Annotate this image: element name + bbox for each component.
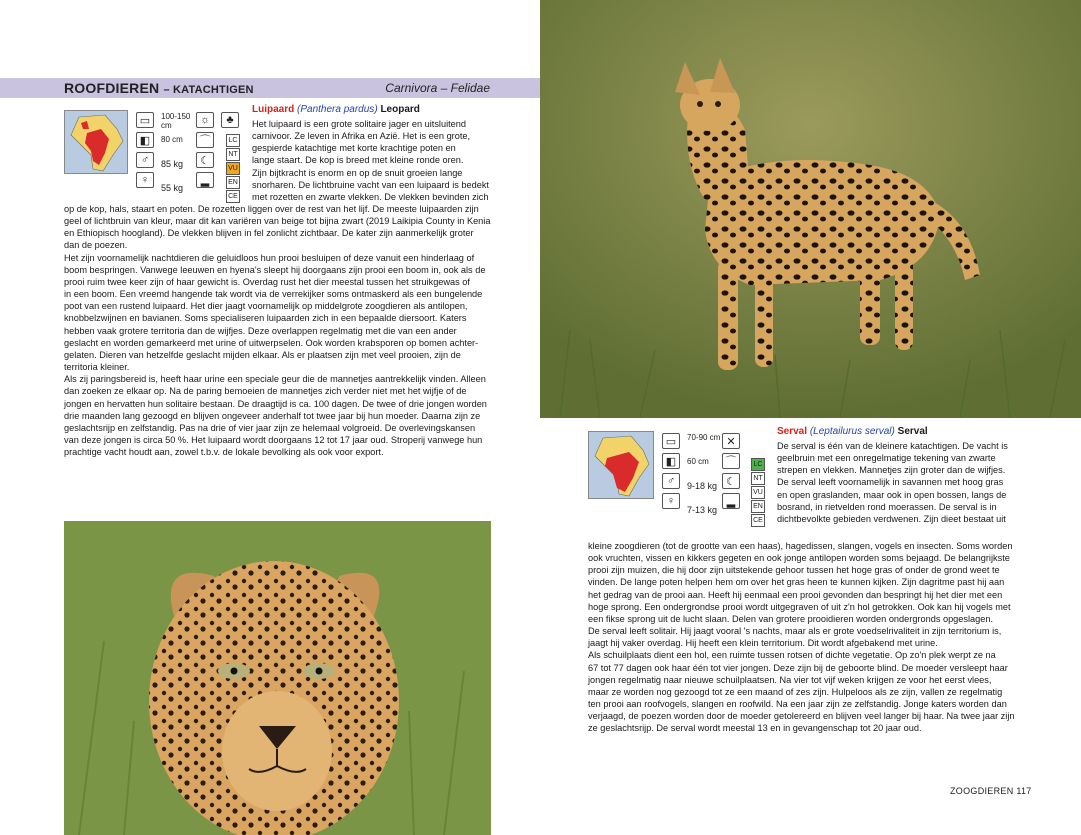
leopard-dutch-name: Luipaard (252, 104, 295, 115)
text-line: Zijn bijtkracht is enorm en op de snuit groeien lange (252, 167, 463, 178)
leopard-title: Luipaard (Panthera pardus) Leopard (252, 104, 420, 115)
page-footer (950, 786, 1032, 796)
text-line: ze geslachtsrijp. De serval wordt meestal 13 en in gevangenschap tot 20 jaar oud. (588, 723, 922, 734)
text-line: ten prooi aan roofvogels, slangen en roofwild. Na een jaar zijn ze zelfstandig. Jonge katers worden dan (588, 699, 1007, 710)
text-line: knobbelzwijnen en bavianen. Soms specialiseren luipaarden zich in een bepaalde diersoort. Katers (64, 313, 467, 324)
leopard-weight-male: 85 kg (161, 159, 184, 169)
text-line: kleine zoogdieren (tot de grootte van een haas), hagedissen, slangen, vogels en insecten. Soms worden (588, 541, 1013, 551)
iucn-vu: VU (751, 486, 765, 499)
tools-icon: ✕ (722, 433, 740, 449)
text-line: prachtige vacht houdt aan, zowel t.b.v. de lokale bevolking als ook voor export. (64, 447, 384, 458)
serval-photo (540, 0, 1081, 418)
text-line: dichtbevolkte gebieden verdwenen. Zijn dieet bestaat uit (777, 513, 1006, 524)
text-line: hoge sprong. Een ondergrondse prooi wordt uitgegraven of uit z'n hol getrokken. Ook kan hij vogels met (588, 601, 1011, 612)
savanna-icon: ⌒ (722, 453, 740, 469)
text-line: prooi zijn muizen, die hij door zijn uitstekende gehoor tussen het hoge gras of onder de grond weet te (588, 565, 1000, 576)
text-line: De serval leeft voornamelijk in savannen met hoog gras (777, 477, 1004, 488)
iucn-ce: CE (751, 514, 765, 527)
leopard-weight-female: 55 kg (161, 183, 184, 193)
leopard-text-full (64, 203, 496, 458)
text-line: gelaten. Dieren van hetzelfde geslacht mijden elkaar. Als er plaatsen zijn met veel prooien, zijn de (64, 349, 461, 360)
page-number: 117 (1016, 786, 1032, 796)
female-icon: ♀ (136, 172, 154, 188)
text-line: het gedrag van de prooi aan. Heeft hij eenmaal een prooi gevonden dan bespringt hij het dier met een (588, 589, 1003, 600)
iucn-nt: NT (751, 472, 765, 485)
text-line: ook vruchten, vissen en kikkers gegeten en ook jonge antilopen worden soms bejaagd. De belangrijkste (588, 553, 1010, 564)
iucn-vu: VU (226, 162, 240, 175)
iucn-lc: LC (226, 134, 240, 147)
text-line: hebben vaak grotere territoria dan de wijfjes. Deze overlappen regelmatig met die van een ander (64, 325, 457, 336)
category-label: ROOFDIEREN (64, 80, 160, 96)
text-line: verjaagd, de poezen worden door de moeder getolereerd en blijven veel langer bij haar. Na twee jaar zijn (588, 711, 1015, 722)
text-line: vinden. De lange poten helpen hem om over het gras heen te kunnen kijken. Zijn dagritme past hij aan (588, 577, 1005, 588)
serval-english-name: Serval (897, 426, 928, 437)
serval-size-icons (662, 433, 680, 509)
leopard-text-beside (252, 118, 492, 203)
subcategory-label: KATACHTIGEN (173, 84, 254, 96)
text-line: op de kop, hals, staart en poten. De rozetten liggen over de rest van het lijf. De meeste luipaarden zijn (64, 204, 479, 214)
female-icon: ♀ (662, 493, 680, 509)
text-line: jaagt hij vaker overdag. Hij heeft een klein territorium. Dit wordt afgebakend met urine. (588, 638, 938, 649)
footer-section: ZOOGDIEREN (950, 786, 1014, 796)
leopard-illustration (64, 521, 491, 835)
leopard-height: 80 cm (161, 135, 183, 144)
serval-range-map (588, 431, 654, 499)
serval-text-full (588, 540, 1024, 735)
text-line: een fikse sprong uit de lucht slaan. Delen van grotere prooidieren worden ondergronds opgeslagen. (588, 613, 994, 624)
text-line: jongen regelmatig naar nieuwe schuilplaatsen. Na vier tot vijf weken krijgen ze voor het eerst vlees, (588, 674, 992, 685)
text-line: geelbruin met een onregelmatige tekening van zwarte (777, 453, 996, 464)
text-line: carnivoor. Ze leven in Afrika en Azië. Het is een grote, (252, 131, 471, 142)
leopard-range-map (64, 110, 128, 174)
serval-latin-name: Leptailurus serval (813, 426, 892, 437)
serval-length: 70-90 cm (687, 433, 721, 442)
text-line: jongen en hervatten hun solitaire bestaan. De draagtijd is ca. 100 dagen. De twee of drie jongen worden (64, 398, 487, 409)
text-line: Het zijn voornamelijk nachtdieren die geluidloos hun prooi besluipen of deze vanuit een hinderlaag of (64, 252, 475, 263)
africa-map-icon (589, 432, 654, 499)
leopard-photo (64, 521, 491, 835)
section-banner (0, 78, 540, 98)
text-line: met rozetten en zwarte vlekken. De vlekken bevinden zich (252, 191, 489, 202)
serval-habitat-icons (722, 433, 740, 509)
text-line: geslacht en worden gemarkeerd met urine of uitwerpselen. Ook worden krabsporen op bomen achter- (64, 337, 479, 348)
text-line: lange staart. De kop is breed met kleine ronde oren. (252, 155, 464, 166)
text-line: dan zoeken ze elkaar op. Na de paring bemoeien de mannetjes zich verder niet met het wijfje of de (64, 386, 467, 397)
iucn-ce: CE (226, 190, 240, 203)
africa-map-icon (65, 111, 128, 174)
night-active-icon: ☾ (722, 473, 740, 489)
ground-icon: ▂ (196, 172, 214, 188)
text-line: gespierde katachtige met korte krachtige poten en (252, 143, 456, 154)
leopard-size-icons (136, 112, 154, 188)
serval-height: 60 cm (687, 457, 709, 466)
text-line: boom bespringen. Vanwege leeuwen en hyena's sleept hij doorgaans zijn prooi een boom in, ook als de (64, 264, 486, 275)
leopard-iucn-status (226, 134, 240, 204)
serval-weight-female: 7-13 kg (687, 505, 718, 515)
text-line: geslachtsrijp en zelfstandig. Pas na drie of vier jaar zijn ze helemaal volgroeid. De overlevingskansen (64, 422, 476, 433)
text-line: drie maanden lang gezoogd en blijven ongeveer anderhalf tot twee jaar bij hun moeder. Daarna zijn ze (64, 410, 481, 421)
text-line: territoria kleiner. (64, 362, 130, 373)
length-icon: ▭ (662, 433, 680, 449)
text-line: en Ethiopisch hoogland). De vlekken blijven in fel zonlicht zichtbaar. De kater zijn aanmerkelijk groter (64, 228, 474, 239)
text-line: prooi ruim twee keer zijn of haar gewicht is. Overdag rust het dier meestal tussen het struikgewas of (64, 276, 470, 287)
text-line: De serval leeft solitair. Hij jaagt vooral 's nachts, maar als er grote voedselrivaliteit in zijn territorium is, (588, 626, 1002, 637)
text-line: strepen en vlekken. Mannetjes zijn groter dan de wijfjes. (777, 465, 1006, 476)
serval-illustration (540, 0, 1081, 418)
text-line: dan de poezen. (64, 240, 128, 251)
night-active-icon: ☾ (196, 152, 214, 168)
forest-icon: ♣ (221, 112, 239, 128)
male-icon: ♂ (136, 152, 154, 168)
iucn-en: EN (226, 176, 240, 189)
text-line: 67 tot 77 dagen ook haar één tot vier jongen. Deze zijn bij de geboorte blind. De moeder versleept haar (588, 662, 1008, 673)
text-line: Als schuilplaats dient een hol, een ruimte tussen rotsen of dichte vegetatie. Op zo'n plek werpt ze na (588, 650, 996, 661)
iucn-nt: NT (226, 148, 240, 161)
day-active-icon: ☼ (196, 112, 214, 128)
ground-icon: ▂ (722, 493, 740, 509)
leopard-latin-name: Panthera pardus (300, 104, 375, 115)
text-line: snorharen. De lichtbruine vacht van een luipaard is bedekt (252, 179, 489, 190)
length-icon: ▭ (136, 112, 154, 128)
text-line: maar ze worden nog gezoogd tot ze een maand of zes zijn. Hulpeloos als ze zijn, vallen ze regelmatig (588, 686, 1003, 697)
text-line: in een boom. Een vreemd hangende tak wordt via de verrekijker soms ontmaskerd als een bungelende (64, 289, 483, 300)
serval-dutch-name: Serval (777, 426, 808, 437)
text-line: bosrand, in rietvelden rond moerassen. De serval is in (777, 501, 997, 512)
height-icon: ◧ (662, 453, 680, 469)
leopard-extra-icons (221, 112, 239, 128)
text-line: De serval is één van de kleinere katachtigen. De vacht is (777, 441, 1008, 451)
banner-category: ROOFDIEREN – KATACHTIGEN (64, 80, 254, 96)
text-line: Het luipaard is een grote solitaire jager en uitsluitend (252, 119, 466, 129)
text-line: van deze jongen is circa 50 %. Het luipaard wordt doorgaans 12 tot 17 jaar oud. Stroperij vanwege hun (64, 434, 483, 445)
taxonomy-label: Carnivora – Felidae (385, 81, 490, 95)
serval-title: Serval (Leptailurus serval) Serval (777, 426, 928, 437)
text-line: en open graslanden, maar ook in open bossen, langs de (777, 489, 1007, 500)
serval-text-beside (777, 440, 1022, 525)
savanna-icon: ⌒ (196, 132, 214, 148)
text-line: Als zij paringsbereid is, heeft haar urine een speciale geur die de mannetjes aantrekkelijk vinden. Alleen (64, 374, 486, 385)
serval-weight-male: 9-18 kg (687, 481, 718, 491)
height-icon: ◧ (136, 132, 154, 148)
text-line: poot van een rustend luipaard. Het dier jaagt voornamelijk op middelgrote zoogdieren als antilopen, (64, 301, 468, 312)
leopard-habitat-icons (196, 112, 214, 188)
iucn-lc: LC (751, 458, 765, 471)
iucn-en: EN (751, 500, 765, 513)
serval-iucn-status (751, 458, 765, 528)
male-icon: ♂ (662, 473, 680, 489)
leopard-english-name: Leopard (380, 104, 420, 115)
leopard-length: 100-150 cm (161, 112, 191, 130)
text-line: geel of lichtbruin van kleur, maar dit kan variëren van beige tot bijna zwart (2019 Laikipia County in Kenia (64, 216, 491, 227)
